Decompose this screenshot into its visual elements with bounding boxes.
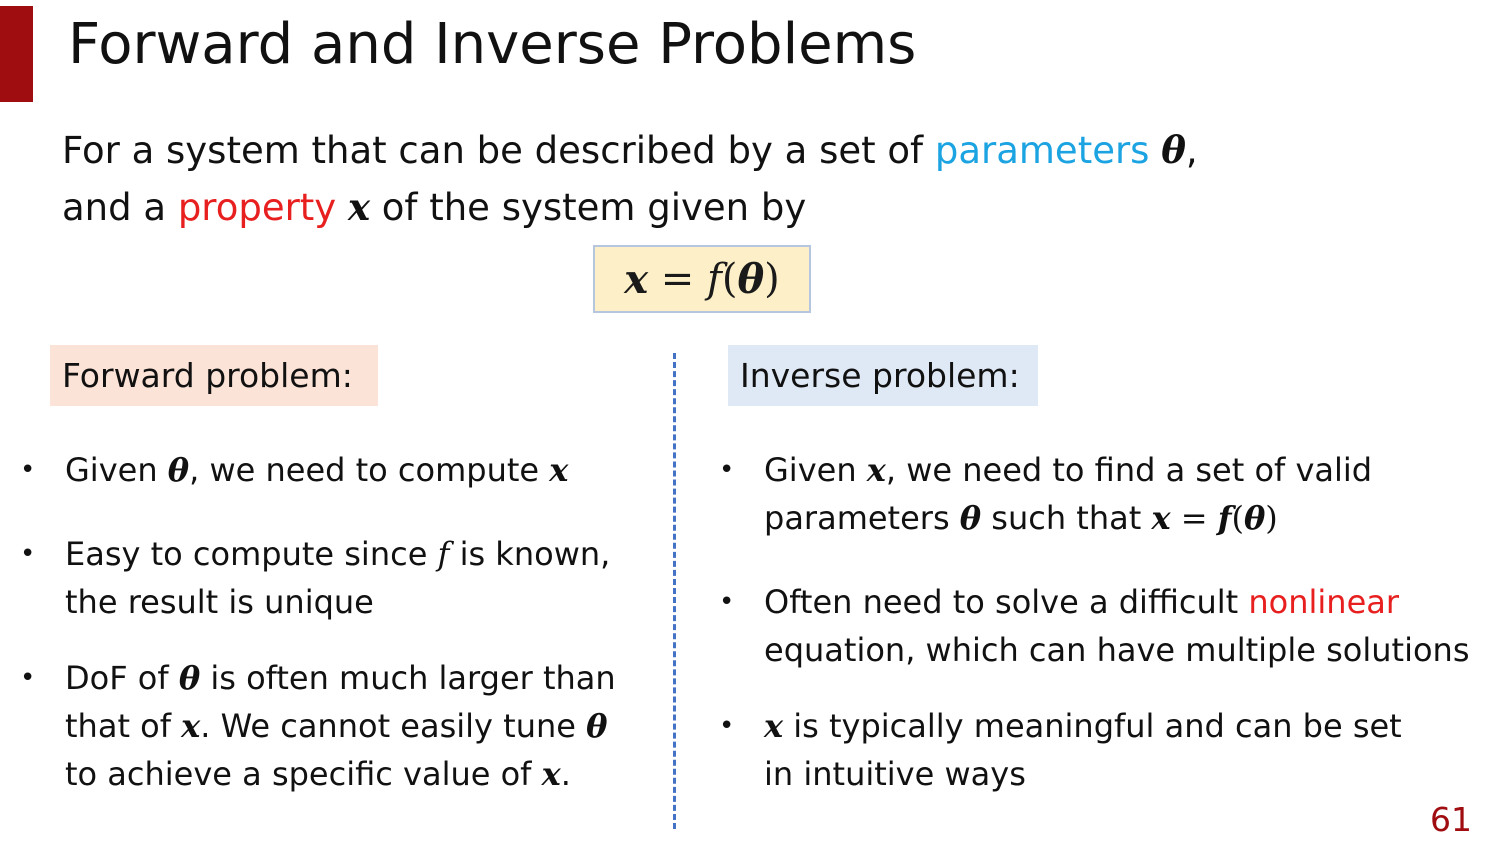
column-divider [673,353,676,829]
list-item: • x is typically meaningful and can be set in intuitive ways [764,702,1402,798]
inverse-problem-header: Inverse problem: [728,345,1038,406]
page-number: 61 [1430,800,1472,839]
bullet-icon: • [719,587,735,617]
nonlinear-term: nonlinear [1248,583,1400,621]
x-symbol: x [347,185,371,229]
equation-box: x = f ( θ ) [593,245,811,313]
list-item: • DoF of θ is often much larger than that of x. We cannot easily tune θ to achieve a specific value of x. [65,654,616,798]
title-accent-bar [0,6,33,102]
slide-title: Forward and Inverse Problems [68,12,917,77]
list-item: • Often need to solve a difficult nonlinear equation, which can have multiple solutions [764,578,1470,674]
property-term: property [177,186,337,229]
bullet-icon: • [20,539,36,569]
bullet-icon: • [719,711,735,741]
bullet-icon: • [20,663,36,693]
intro-text [62,122,1198,236]
intro-line-1: For a system that can be described by a set of parameters θ, [62,128,1198,172]
bullet-icon: • [719,455,735,485]
intro-line-2: and a property x of the system given by [62,185,807,229]
bullet-icon: • [20,455,36,485]
forward-problem-header: Forward problem: [50,345,378,406]
parameters-term: parameters [934,129,1150,172]
list-item: • Easy to compute since f is known, the result is unique [65,530,610,626]
list-item: • Given θ, we need to compute x [65,446,568,494]
theta-symbol: θ [1161,128,1186,172]
list-item: • Given x, we need to find a set of valid parameters θ such that x = f(θ) [764,446,1372,542]
